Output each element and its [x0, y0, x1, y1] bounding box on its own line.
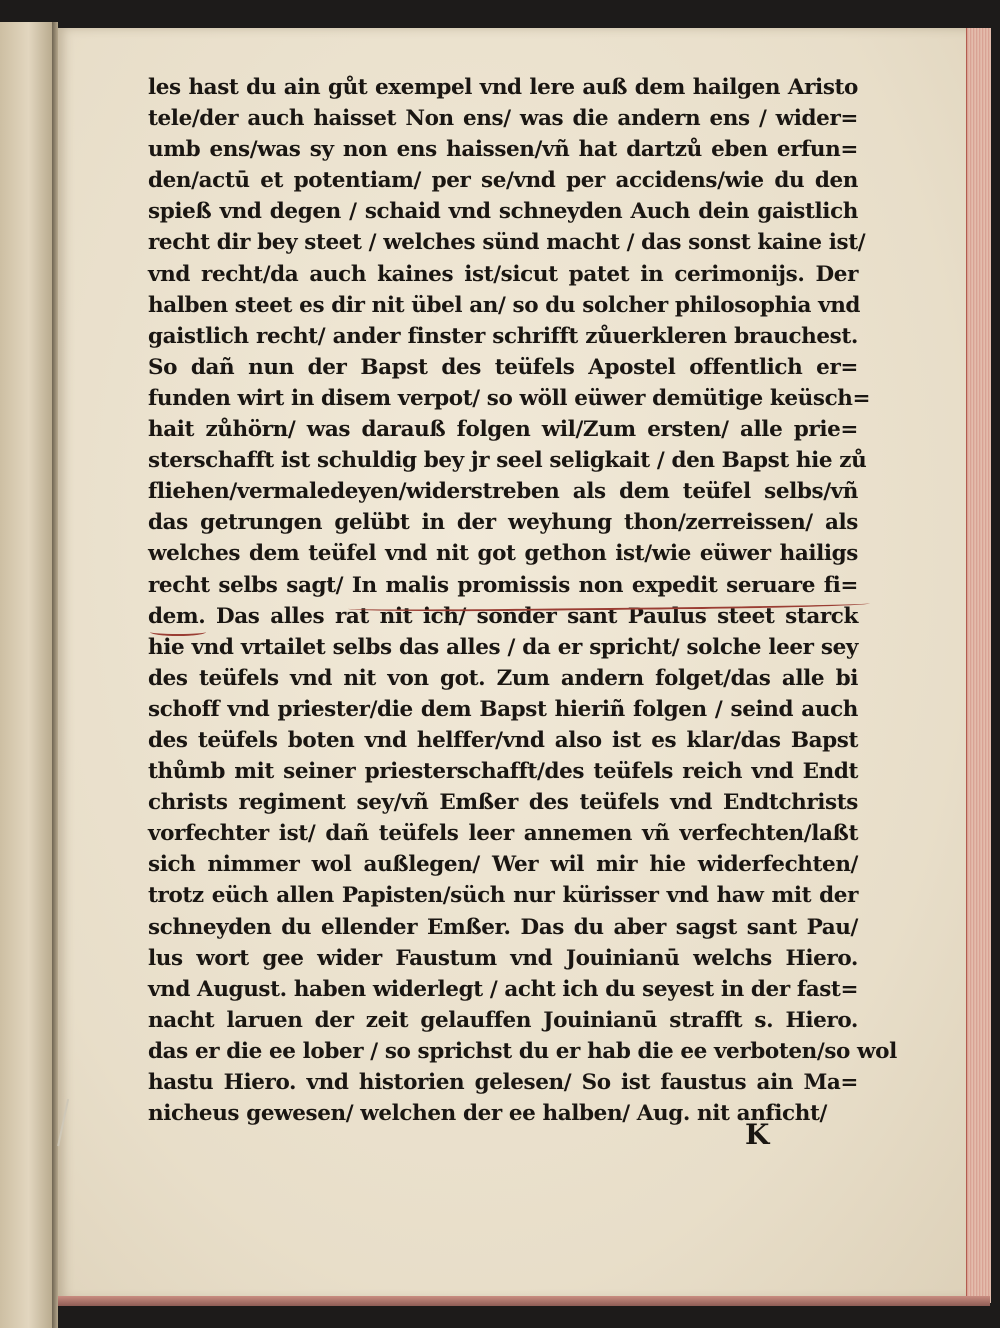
- text-line: trotz eüch allen Papisten/süch nur kürisser vnd haw mit der: [148, 883, 858, 909]
- handwritten-underline: [150, 628, 206, 636]
- facing-page-edge: [0, 22, 53, 1328]
- text-line: welches dem teüfel vnd nit got gethon ist/wie eüwer hailigs: [148, 541, 858, 567]
- text-line: recht dir bey steet / welches sünd macht / das sonst kaine ist/: [148, 230, 866, 256]
- text-line: lus wort gee wider Faustum vnd Jouinianū welchs Hiero.: [148, 945, 858, 971]
- signature-mark: K: [745, 1118, 770, 1151]
- text-line: des teüfels boten vnd helffer/vnd also ist es klar/das Bapst: [148, 727, 858, 753]
- text-line: gaistlich recht/ ander finster schrifft zůuerkleren brauchest.: [148, 323, 858, 349]
- text-line: hait zůhörn/ was darauß folgen wil/Zum ersten/ alle prie=: [148, 417, 858, 443]
- text-line: hastu Hiero. vnd historien gelesen/ So ist faustus ain Ma=: [148, 1070, 858, 1095]
- text-line: umb ens/was sy non ens haissen/vñ hat dartzů eben erfun=: [148, 137, 858, 163]
- text-line: vnd August. haben widerlegt / acht ich du seyest in der fast=: [148, 976, 859, 1002]
- text-line: So dañ nun der Bapst des teüfels Apostel offentlich er=: [148, 354, 858, 380]
- text-line: vorfechter ist/ dañ teüfels leer annemen vñ verfechten/laßt: [148, 821, 858, 847]
- text-line: dem. Das alles rat nit ich/ sonder sant Paulus steet starck: [148, 603, 858, 629]
- text-line: recht selbs sagt/ In malis promissis non expedit seruare fi=: [148, 572, 858, 598]
- text-line: sterschafft ist schuldig bey jr seel seligkait / den Bapst hie zů: [148, 448, 867, 474]
- page-fore-edge: [966, 28, 991, 1303]
- text-line: christs regiment sey/vñ Emßer des teüfels vnd Endtchrists: [148, 790, 858, 816]
- text-line: den/actū et potentiam/ per se/vnd per accidens/wie du den: [148, 168, 858, 194]
- text-line: nicheus gewesen/ welchen der ee halben/ Aug. nit anficht/: [148, 1101, 827, 1127]
- text-line: spieß vnd degen / schaid vnd schneyden Auch dein gaistlich: [148, 199, 858, 225]
- text-line: sich nimmer wol außlegen/ Wer wil mir hie widerfechten/: [148, 852, 858, 878]
- text-line: das er die ee lober / so sprichst du er hab die ee verboten/so wol: [148, 1038, 897, 1064]
- text-line: funden wirt in disem verpot/ so wöll eüwer demütige keüsch=: [148, 385, 871, 411]
- text-line: schoff vnd priester/die dem Bapst hieriñ folgen / seind auch: [148, 696, 858, 722]
- text-line: schneyden du ellender Emßer. Das du aber sagst sant Pau/: [148, 914, 858, 940]
- text-line: fliehen/vermaledeyen/widerstreben als dem teüfel selbs/vñ: [148, 479, 858, 505]
- text-line: vnd recht/da auch kaines ist/sicut patet in cerimonijs. Der: [148, 261, 858, 287]
- text-line: halben steet es dir nit übel an/ so du solcher philosophia vnd: [148, 292, 861, 318]
- text-line: tele/der auch haisset Non ens/ was die andern ens / wider=: [148, 106, 858, 132]
- text-line: hie vnd vrtailet selbs das alles / da er spricht/ solche leer sey: [148, 634, 858, 660]
- text-line: nacht laruen der zeit gelauffen Jouinianū strafft s. Hiero.: [148, 1007, 858, 1033]
- text-line: les hast du ain gůt exempel vnd lere auß dem hailgen Aristo: [148, 75, 858, 100]
- page-bottom-edge: [58, 1296, 990, 1306]
- text-line: des teüfels vnd nit von got. Zum andern folget/das alle bi: [148, 665, 858, 691]
- text-line: thůmb mit seiner priesterschafft/des teüfels reich vnd Endt: [148, 759, 858, 785]
- text-line: das getrungen gelübt in der weyhung thon/zerreissen/ als: [148, 510, 858, 536]
